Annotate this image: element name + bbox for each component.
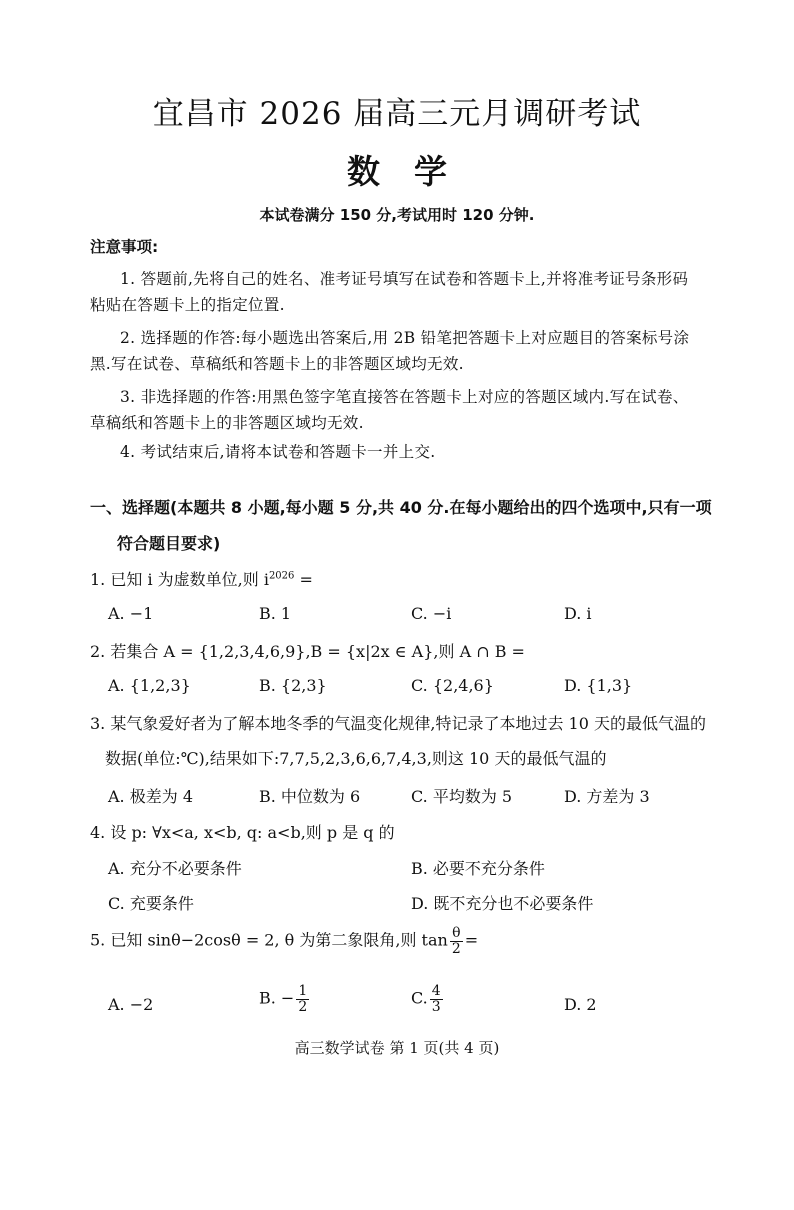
q5-stem-text: 5. 已知 sinθ−2cosθ = 2, θ 为第二象限角,则 tan <box>90 930 448 950</box>
q4-option-c: C. 充要条件 <box>108 894 194 913</box>
q2-option-a: A. {1,2,3} <box>108 676 191 695</box>
question-4-stem: 4. 设 p: ∀x<a, x<b, q: a<b,则 p 是 q 的 <box>90 823 395 842</box>
q5-option-c-label: C. <box>411 988 428 1008</box>
notice-line: 粘贴在答题卡上的指定位置. <box>90 296 285 314</box>
q1-option-a: A. −1 <box>108 604 154 623</box>
notice-line: 2. 选择题的作答:每小题选出答案后,用 2B 铅笔把答题卡上对应题目的答案标号涂 <box>120 329 690 347</box>
q3-option-b: B. 中位数为 6 <box>259 787 361 806</box>
q3-option-c: C. 平均数为 5 <box>411 787 513 806</box>
q5-option-d: D. 2 <box>564 995 597 1014</box>
q4-option-a: A. 充分不必要条件 <box>108 859 242 878</box>
question-3-stem: 3. 某气象爱好者为了解本地冬季的气温变化规律,特记录了本地过去 10 天的最低气温的 <box>90 714 706 733</box>
q5-frac-den: 2 <box>451 940 461 957</box>
notice-line: 3. 非选择题的作答:用黑色签字笔直接答在答题卡上对应的答题区域内.写在试卷、 <box>120 388 689 406</box>
q3-option-a: A. 极差为 4 <box>108 787 193 806</box>
notice-line: 草稿纸和答题卡上的非答题区域均无效. <box>90 414 364 432</box>
score-info: 本试卷满分 150 分,考试用时 120 分钟. <box>259 206 535 224</box>
section-heading: 一、选择题(本题共 8 小题,每小题 5 分,共 40 分.在每小题给出的四个选项中,只有一项 <box>90 498 712 517</box>
q5-b-num: 1 <box>298 983 308 999</box>
notice-line: 黑.写在试卷、草稿纸和答题卡上的非答题区域均无效. <box>90 355 464 373</box>
q1-stem-suffix: = <box>294 570 313 589</box>
q5-option-b-fraction <box>296 984 309 1014</box>
q5-frac-num: θ <box>450 926 463 942</box>
q2-option-b: B. {2,3} <box>259 676 327 695</box>
q5-option-c-fraction <box>430 984 443 1014</box>
q5-option-b-label: B. − <box>259 988 295 1008</box>
q5-option-b <box>259 984 311 1014</box>
notice-line: 1. 答题前,先将自己的姓名、准考证号填写在试卷和答题卡上,并将准考证号条形码 <box>120 270 689 288</box>
q5-option-c <box>411 984 445 1014</box>
notice-line: 4. 考试结束后,请将本试卷和答题卡一并上交. <box>120 443 436 461</box>
q4-option-b: B. 必要不充分条件 <box>411 859 545 878</box>
page-footer: 高三数学试卷 第 1 页(共 4 页) <box>294 1039 500 1057</box>
question-1-stem <box>90 567 313 590</box>
notice-heading: 注意事项: <box>90 238 159 256</box>
q5-option-a: A. −2 <box>108 995 154 1014</box>
q5-fraction <box>450 926 463 956</box>
question-2-stem: 2. 若集合 A = {1,2,3,4,6,9},B = {x|2x ∈ A},则 A ∩ B = <box>90 642 525 661</box>
q3-option-d: D. 方差为 3 <box>564 787 650 806</box>
q2-option-c: C. {2,4,6} <box>411 676 494 695</box>
q2-option-d: D. {1,3} <box>564 676 633 695</box>
q1-exponent: 2026 <box>268 570 295 582</box>
q5-c-den: 3 <box>431 998 441 1015</box>
section-heading-cont: 符合题目要求) <box>117 534 221 553</box>
subject-title: 数学 <box>347 152 481 191</box>
q1-option-c: C. −i <box>411 604 452 623</box>
question-5-stem <box>90 926 478 956</box>
q5-b-den: 2 <box>298 998 308 1015</box>
q1-option-b: B. 1 <box>259 604 292 623</box>
exam-title: 宜昌市 2026 届高三元月调研考试 <box>152 96 642 132</box>
q5-stem-suffix: = <box>464 930 479 950</box>
q1-stem-text: 1. 已知 i 为虚数单位,则 i <box>90 570 269 589</box>
question-3-stem-cont: 数据(单位:℃),结果如下:7,7,5,2,3,6,6,7,4,3,则这 10 天的最低气温的 <box>105 749 607 768</box>
q5-c-num: 4 <box>431 983 441 999</box>
q1-option-d: D. i <box>564 604 592 623</box>
q4-option-d: D. 既不充分也不必要条件 <box>411 894 594 913</box>
